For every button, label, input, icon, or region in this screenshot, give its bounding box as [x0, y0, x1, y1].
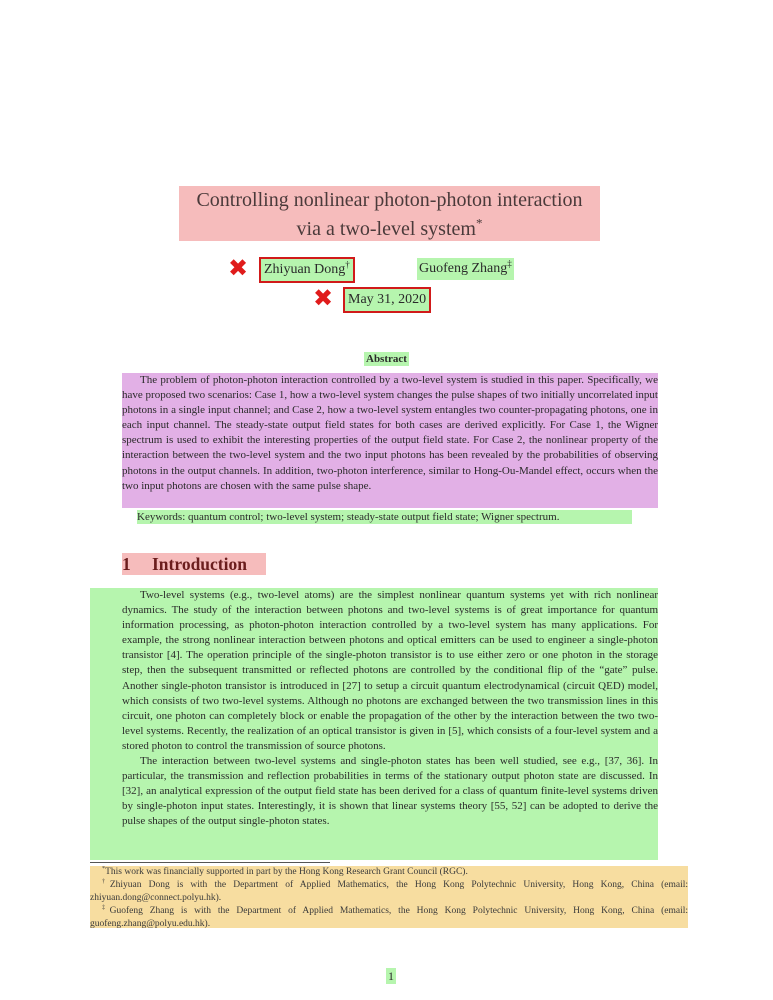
author-mark: ‡	[507, 258, 512, 269]
paragraph: Two-level systems (e.g., two-level atoms) are the simplest nonlinear quantum systems yet with rich nonlinear dynamics. The study of the interaction between photons and two-level systems is of great importance for quantum information processing, as photon-photon interaction controlled by a two-level system has many applications. For example, the strong nonlinear interaction between photons and optical emitters can be used to engineer a single-photon transistor [4]. The operation principle of the single-photon transistor is to use either zero or one photon in the storage step, then the subsequent transmitted or reflected photons are controlled by the conditional flip of the “gate” pulse. Another single-photon transistor is introduced in [27] to setup a circuit quantum electrodynamical (circuit QED) model, which consists of two two-level systems. Although no photons are exchanged between the two transmission lines in this circuit, one photon can completely block or enable the propagation of the other by the interaction between the two two-level systems. Recently, the realization of an optical transistor is given in [5], which consists of a four-level system and a stored photon to control the transmission of source photons.	[122, 589, 658, 752]
section-title: Introduction	[152, 554, 247, 574]
footnote: *This work was financially supported in part by the Hong Kong Research Grant Council (RGC).	[102, 865, 468, 877]
paragraph: The interaction between two-level systems and single-photon states has been well studied, see e.g., [37, 36]. In particular, the transmission and reflection probabilities in terms of the stationary output photon state are discussed. In [32], an analytical expression of the output field state has been derived for a class of quantum finite-level systems driven by single-photon input states. Interestingly, it is shown that linear systems theory [55, 52] can be adopted to derive the pulse shapes of the output single-photon states.	[122, 755, 658, 828]
author-mark: †	[345, 259, 350, 270]
footnote-rule	[90, 862, 330, 863]
keywords: Keywords: quantum control; two-level system; steady-state output field state; Wigner spectrum.	[137, 510, 632, 524]
footnote: †Zhiyuan Dong is with the Department of Applied Mathematics, the Hong Kong Polytechnic University, Hong Kong, China (email: zhiyuan.dong@connect.polyu.hk).	[90, 878, 688, 903]
title-line-1: Controlling nonlinear photon-photon interaction	[196, 189, 583, 211]
footnotes	[90, 866, 688, 928]
cross-mark-icon: ✖	[313, 284, 334, 312]
cross-mark-icon: ✖	[228, 254, 249, 282]
introduction-body	[90, 588, 658, 860]
footnote: ‡Guofeng Zhang is with the Department of Applied Mathematics, the Hong Kong Polytechnic University, Hong Kong, China (email: guofeng.zhang@polyu.edu.hk).	[90, 904, 689, 929]
section-number: 1	[122, 554, 131, 574]
paper-title	[179, 186, 600, 241]
abstract-body: The problem of photon-photon interaction controlled by a two-level system is studied in this paper. Specifically, we have proposed two scenarios: Case 1, how a two-level system changes the pulse shapes of two initially uncorrelated input photons in a single input channel; and Case 2, how a two-level system entangles two counter-propagating photons, one in each input channel. The steady-state output field states for both cases are derived explicitly. For Case 1, the Wigner spectrum is used to exhibit the interesting properties of the output field state. For Case 2, the nonlinear property of the interaction between the two-level system and the two input photons has been revealed by the probabilities of observing photons in the output channels. In addition, two-photon interference, similar to Hong-Ou-Mandel effect, occurs when the two input photons are chosen with the same pulse shape.	[122, 373, 658, 508]
section-heading	[122, 553, 266, 575]
paper-date: May 31, 2020	[343, 287, 431, 313]
title-footnote-mark: *	[475, 215, 483, 231]
author-name: Zhiyuan Dong†	[259, 257, 355, 283]
author-name: Guofeng Zhang‡	[417, 258, 514, 280]
abstract-heading: Abstract	[366, 353, 407, 365]
title-line-2: via a two-level system*	[296, 215, 483, 240]
page-number: 1	[388, 969, 394, 983]
